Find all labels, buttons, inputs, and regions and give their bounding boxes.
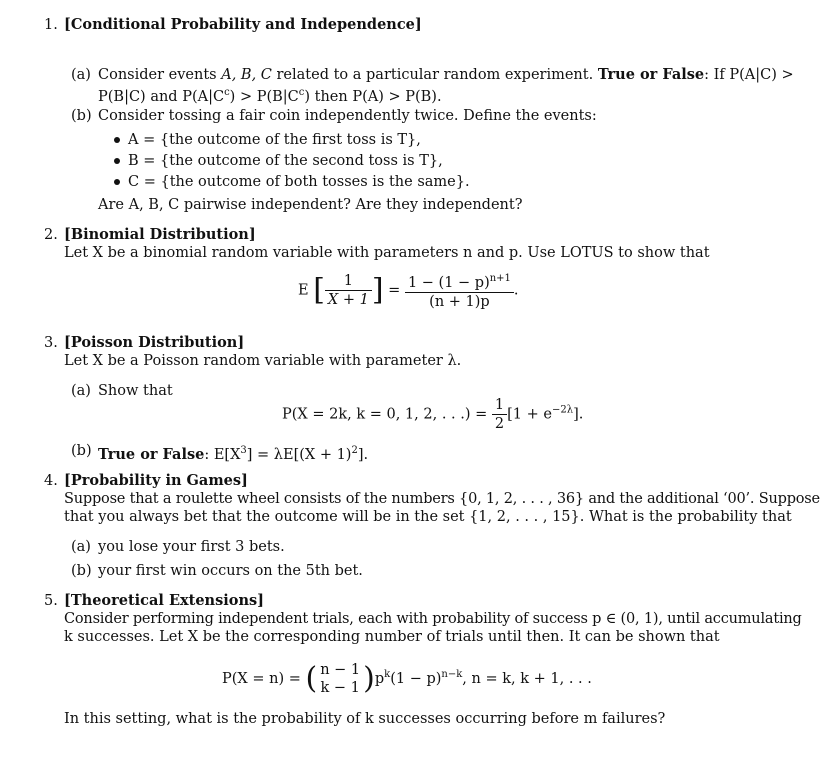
problem-3b-label: (b) bbox=[71, 443, 92, 459]
problem-2-equation: E [ $\frac{1}{X + 1}$ ] = $\frac{1 - (1 - p)^{n+1}}{(n + 1)p}$ . bbox=[298, 270, 519, 311]
problem-4b-text: your first win occurs on the 5th bet. bbox=[98, 563, 363, 579]
problem-4-line1: Suppose that a roulette wheel consists of the numbers {0, 1, 2, . . . , 36} and the additional ‘00’. Suppose bbox=[64, 491, 820, 507]
problem-2-number: 2. bbox=[44, 227, 58, 243]
problem-5-closing: In this setting, what is the probability of k successes occurring before m failures? bbox=[64, 711, 666, 727]
bullet-dot bbox=[114, 158, 120, 164]
problem-1b-label: (b) bbox=[71, 108, 92, 124]
bullet-item-B: B = {the outcome of the second toss is T}, bbox=[128, 153, 443, 169]
bullet-dot bbox=[114, 137, 120, 143]
problem-1a-text-line2: P(B|C) and $P(A|C^c) > P(B|C^c)$ then P(A) > P(B). bbox=[98, 87, 442, 105]
problem-1a-text: Consider events A, B, C related to a particular random experiment. True or False: If P(A|C) > bbox=[98, 66, 794, 83]
problem-3-title: [Poisson Distribution] bbox=[64, 334, 245, 351]
problem-3-number: 3. bbox=[44, 335, 58, 351]
problem-5-equation: P(X = n) = ( n − 1 k − 1 )$p^k(1 - p)^{n-k}$, n = k, k + 1, . . . bbox=[222, 661, 592, 696]
problem-5-number: 5. bbox=[44, 593, 58, 609]
problem-1b-question: Are A, B, C pairwise independent? Are they independent? bbox=[98, 197, 523, 213]
problem-4b-label: (b) bbox=[71, 563, 92, 579]
bullet-dot bbox=[114, 179, 120, 185]
problem-4-number: 4. bbox=[44, 473, 58, 489]
problem-2-intro: Let X be a binomial random variable with parameters n and p. Use LOTUS to show that bbox=[64, 245, 710, 261]
problem-3a-text: Show that bbox=[98, 383, 173, 399]
problem-1b-text: Consider tossing a fair coin independently twice. Define the events: bbox=[98, 108, 597, 124]
problem-3a-label: (a) bbox=[71, 383, 91, 399]
problem-4a-text: you lose your first 3 bets. bbox=[98, 539, 285, 555]
bullet-item-C: C = {the outcome of both tosses is the same}. bbox=[128, 174, 470, 190]
problem-1a-label: (a) bbox=[71, 67, 91, 83]
problem-3-equation: P(X = 2k, k = 0, 1, 2, . . .) = $\frac{1}{2}$ $[1 + e^{-2\lambda}]$. bbox=[282, 397, 584, 432]
problem-4-title: [Probability in Games] bbox=[64, 472, 248, 489]
problem-5-line1: Consider performing independent trials, each with probability of success p ∈ (0, 1), until accumulating bbox=[64, 611, 802, 627]
problem-4-line2: that you always bet that the outcome will be in the set {1, 2, . . . , 15}. What is the probability that bbox=[64, 509, 792, 525]
problem-3b-text: True or False: $E[X^3] = \lambda E[(X + 1)^2]$. bbox=[98, 445, 369, 463]
problem-2-title: [Binomial Distribution] bbox=[64, 226, 256, 243]
problem-5-line2: k successes. Let X be the corresponding number of trials until then. It can be shown that bbox=[64, 629, 720, 645]
problem-3-intro: Let X be a Poisson random variable with parameter λ. bbox=[64, 353, 462, 369]
problem-1-title: [Conditional Probability and Independence] bbox=[64, 16, 422, 33]
problem-4a-label: (a) bbox=[71, 539, 91, 555]
problem-5-title: [Theoretical Extensions] bbox=[64, 592, 265, 609]
bullet-item-A: A = {the outcome of the first toss is T}, bbox=[128, 132, 421, 148]
problem-1-number: 1. bbox=[44, 17, 58, 33]
